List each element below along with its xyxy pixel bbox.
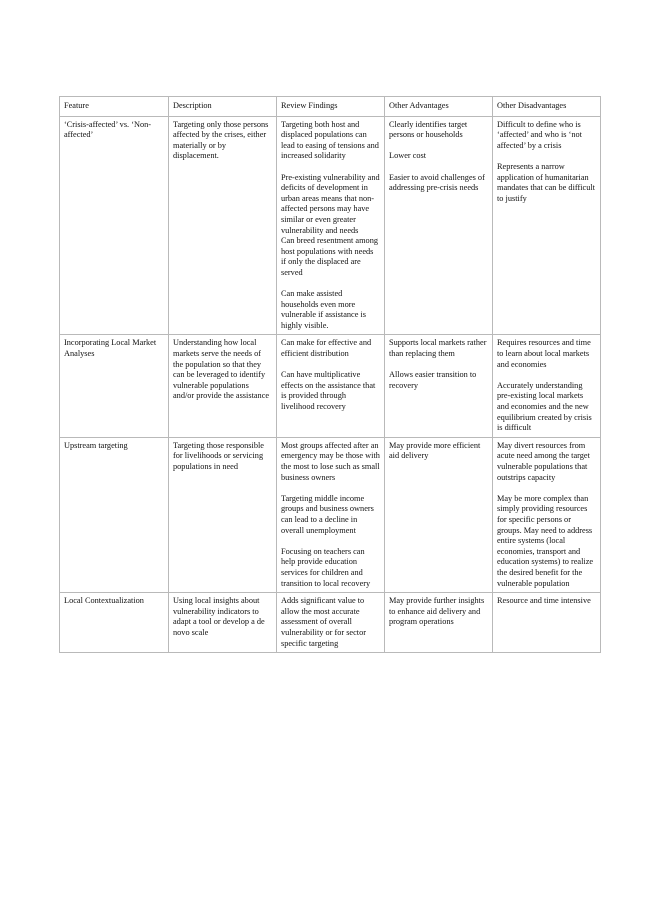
header-feature: Feature — [60, 97, 169, 117]
description-cell — [169, 116, 277, 335]
disadvantages-cell — [493, 116, 601, 335]
description-text: Understanding how local markets serve the needs of the population so that they can be leveraged to identify vulnerable populations and/or provide the assistance — [173, 338, 270, 401]
disadvantage-text: May be more complex than simply providing resources for specific persons or groups. May need to address entire systems (local economies, transport and education systems) to realize the desired benefit for the vulnerable population — [497, 493, 594, 588]
description-cell — [169, 437, 277, 592]
disadvantages-cell — [493, 593, 601, 653]
header-description: Description — [169, 97, 277, 117]
disadvantage-text: Accurately understanding pre-existing local markets and economies and the new equilibrium created by crisis is difficult — [497, 380, 592, 433]
description-text: Using local insights about vulnerability indicators to adapt a tool or develop a de novo scale — [173, 596, 265, 637]
description-cell — [169, 335, 277, 437]
disadvantage-text: May divert resources from acute need among the target vulnerable populations that outstrips capacity — [497, 440, 590, 482]
table-header-row — [60, 97, 601, 117]
finding-text: Adds significant value to allow the most accurate assessment of overall vulnerability or for sector specific targeting — [281, 596, 367, 648]
advantages-cell — [385, 116, 493, 335]
findings-cell — [277, 116, 385, 335]
table-row — [60, 116, 601, 335]
description-text: Targeting those responsible for livelihoods or servicing populations in need — [173, 440, 264, 471]
finding-text: Can breed resentment among host populations with needs if only the displaced are served — [281, 236, 378, 277]
finding-text: Most groups affected after an emergency may be those with the most to lose such as small business owners — [281, 440, 380, 482]
finding-text: Can make assisted households even more vulnerable if assistance is highly visible. — [281, 289, 367, 330]
feature-cell — [60, 593, 169, 653]
feature-cell — [60, 335, 169, 437]
finding-text: Pre-existing vulnerability and deficits of development in urban areas means that non-affected persons may have similar or even greater vulnerability and needs — [281, 172, 380, 235]
finding-text: Can have multiplicative effects on the assistance that is provided through livelihood recovery — [281, 370, 376, 412]
disadvantages-cell — [493, 437, 601, 592]
disadvantage-text: Resource and time intensive — [497, 596, 591, 606]
header-review-findings: Review Findings — [277, 97, 385, 117]
feature-cell — [60, 116, 169, 335]
advantage-text: Allows easier transition to recovery — [389, 370, 477, 390]
advantage-text: Clearly identifies target persons or households — [389, 119, 468, 140]
finding-text: Targeting both host and displaced populations can lead to easing of tensions and increased solidarity — [281, 119, 379, 161]
header-other-disadvantages: Other Disadvantages — [493, 97, 601, 117]
disadvantage-text: Difficult to define who is ‘affected’ and who is ‘not affected’ by a crisis — [497, 119, 582, 150]
table-row — [60, 437, 601, 592]
findings-cell — [277, 437, 385, 592]
description-cell — [169, 593, 277, 653]
advantages-cell — [385, 437, 493, 592]
feature-text: Upstream targeting — [64, 440, 128, 450]
feature-text: Local Contextualization — [64, 596, 144, 606]
advantages-cell — [385, 335, 493, 437]
feature-text: ‘Crisis-affected’ vs. ‘Non-affected’ — [64, 119, 152, 140]
finding-text: Can make for effective and efficient distribution — [281, 338, 372, 359]
feature-text: Incorporating Local Market Analyses — [64, 338, 157, 359]
advantage-text: May provide further insights to enhance aid delivery and program operations — [389, 596, 485, 627]
advantage-text: Lower cost — [389, 151, 427, 161]
disadvantage-text: Represents a narrow application of humanitarian mandates that can be difficult to justify — [497, 161, 595, 203]
advantage-text: Easier to avoid challenges of addressing pre-crisis needs — [389, 172, 485, 193]
advantage-text: May provide more efficient aid delivery — [389, 440, 481, 461]
feature-cell — [60, 437, 169, 592]
table-row — [60, 335, 601, 437]
table-row — [60, 593, 601, 653]
header-other-advantages: Other Advantages — [385, 97, 493, 117]
advantages-cell — [385, 593, 493, 653]
findings-cell — [277, 593, 385, 653]
finding-text: Targeting middle income groups and business owners can lead to a decline in overall unemployment — [281, 493, 374, 535]
finding-text: Focusing on teachers can help provide education services for children and transition to local recovery — [281, 546, 371, 588]
disadvantages-cell — [493, 335, 601, 437]
disadvantage-text: Requires resources and time to learn about local markets and economies — [497, 338, 591, 369]
findings-cell — [277, 335, 385, 437]
advantage-text: Supports local markets rather than replacing them — [389, 338, 487, 359]
description-text: Targeting only those persons affected by the crises, either materially or by displacement. — [173, 119, 269, 161]
targeting-features-table — [59, 96, 601, 653]
